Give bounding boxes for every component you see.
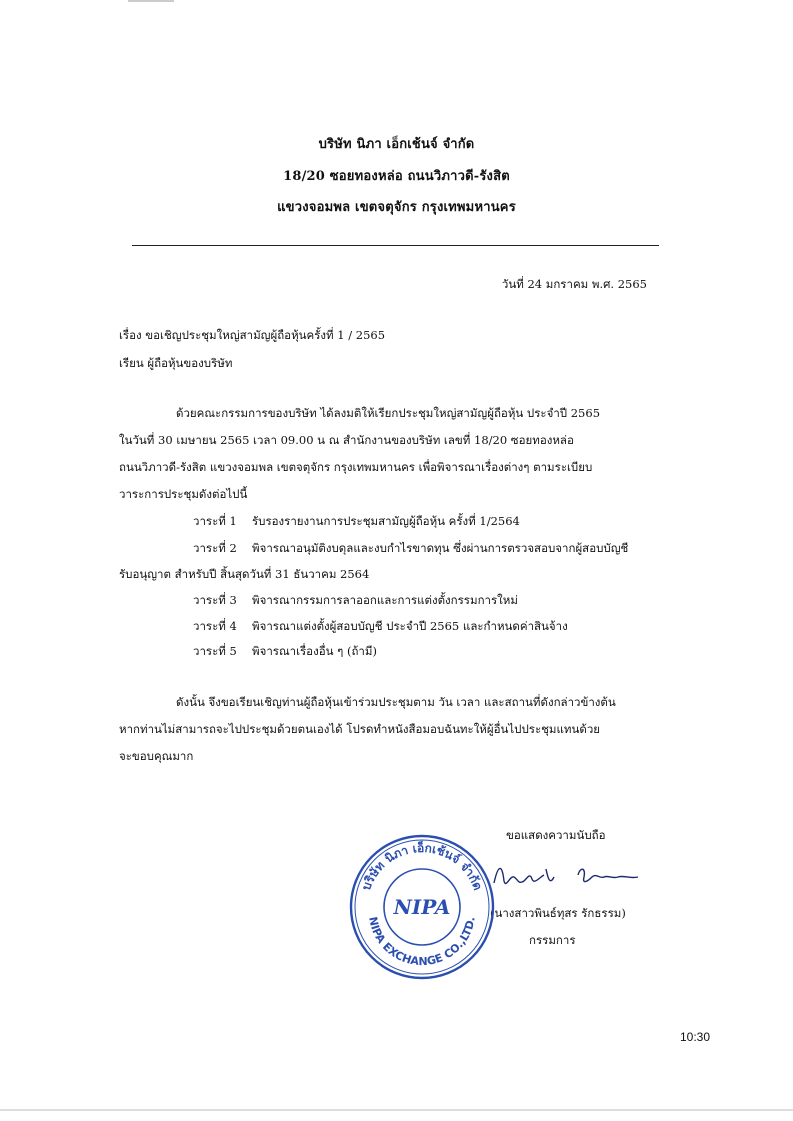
scan-bottom-edge [0, 1109, 793, 1111]
agenda-item-5-label: วาระที่ 5 [193, 644, 237, 658]
header-divider [132, 245, 659, 246]
seal-top-arc-text: บริษัท นิภา เอ็กเช้นจ์ จำกัด [358, 840, 486, 893]
letter-recipient: เรียน ผู้ถือหุ้นของบริษัท [119, 356, 233, 370]
agenda-item-1-label: วาระที่ 1 [193, 514, 237, 528]
signoff-name: (นางสาวพินธ์ทุสร รักธรรม) [490, 906, 626, 920]
handwritten-signature [488, 855, 668, 895]
seal-bottom-arc-text: NIPA EXCHANGE CO.,LTD. [366, 915, 478, 969]
agenda-item-2-label: วาระที่ 2 [193, 541, 237, 555]
company-address-line2: แขวงจอมพล เขตจตุจักร กรุงเทพมหานคร [277, 200, 516, 215]
closing-line-3: จะขอบคุณมาก [119, 749, 194, 763]
letter-subject: เรื่อง ขอเชิญประชุมใหญ่สามัญผู้ถือหุ้นครั้งที่ 1 / 2565 [119, 328, 386, 342]
body-line-2: ในวันที่ 30 เมษายน 2565 เวลา 09.00 น ณ สำนักงานของบริษัท เลขที่ 18/20 ซอยทองหล่อ [119, 433, 574, 447]
agenda-item-4-label: วาระที่ 4 [193, 619, 237, 633]
closing-line-2: หากท่านไม่สามารถจะไปประชุมด้วยตนเองได้ โปรดทำหนังสือมอบฉันทะให้ผู้อื่นไปประชุมแทนด้วย [119, 722, 601, 736]
agenda-item-2-text: พิจารณาอนุมัติงบดุลและงบกำไรขาดทุน ซึ่งผ่านการตรวจสอบจากผู้สอบบัญชี [252, 541, 629, 555]
signoff-regards: ขอแสดงความนับถือ [506, 828, 606, 842]
body-line-4: วาระการประชุมดังต่อไปนี้ [119, 487, 248, 501]
page-time-stamp: 10:30 [680, 1030, 711, 1044]
letter-date: วันที่ 24 มกราคม พ.ศ. 2565 [501, 277, 647, 291]
scan-edge-mark [128, 0, 174, 2]
agenda-item-2-continued: รับอนุญาต สำหรับปี สิ้นสุดวันที่ 31 ธันวาคม 2564 [119, 567, 370, 581]
body-line-1: ด้วยคณะกรรมการของบริษัท ได้ลงมติให้เรียกประชุมใหญ่สามัญผู้ถือหุ้น ประจำปี 2565 [176, 406, 601, 420]
agenda-item-1-text: รับรองรายงานการประชุมสามัญผู้ถือหุ้น ครั้งที่ 1/2564 [252, 514, 520, 528]
body-line-3: ถนนวิภาวดี-รังสิต แขวงจอมพล เขตจตุจักร กรุงเทพมหานคร เพื่อพิจารณาเรื่องต่างๆ ตามระเบียบ [119, 460, 593, 474]
company-address-line1: 18/20 ซอยทองหล่อ ถนนวิภาวดี-รังสิต [283, 169, 510, 184]
agenda-item-4-text: พิจารณาแต่งตั้งผู้สอบบัญชี ประจำปี 2565 และกำหนดค่าสินจ้าง [252, 619, 568, 633]
agenda-item-5-text: พิจารณาเรื่องอื่น ๆ (ถ้ามี) [252, 644, 377, 658]
agenda-item-3-text: พิจารณากรรมการลาออกและการแต่งตั้งกรรมการใหม่ [252, 593, 518, 607]
closing-line-1: ดังนั้น จึงขอเรียนเชิญท่านผู้ถือหุ้นเข้าร่วมประชุมตาม วัน เวลา และสถานที่ดังกล่าวข้างต้น [176, 695, 616, 709]
company-name: บริษัท นิภา เอ็กเช้นจ์ จำกัด [318, 137, 475, 152]
seal-center-text: NIPA [393, 895, 451, 919]
signoff-title: กรรมการ [529, 933, 576, 947]
company-seal-stamp [347, 832, 497, 982]
agenda-item-3-label: วาระที่ 3 [193, 593, 237, 607]
